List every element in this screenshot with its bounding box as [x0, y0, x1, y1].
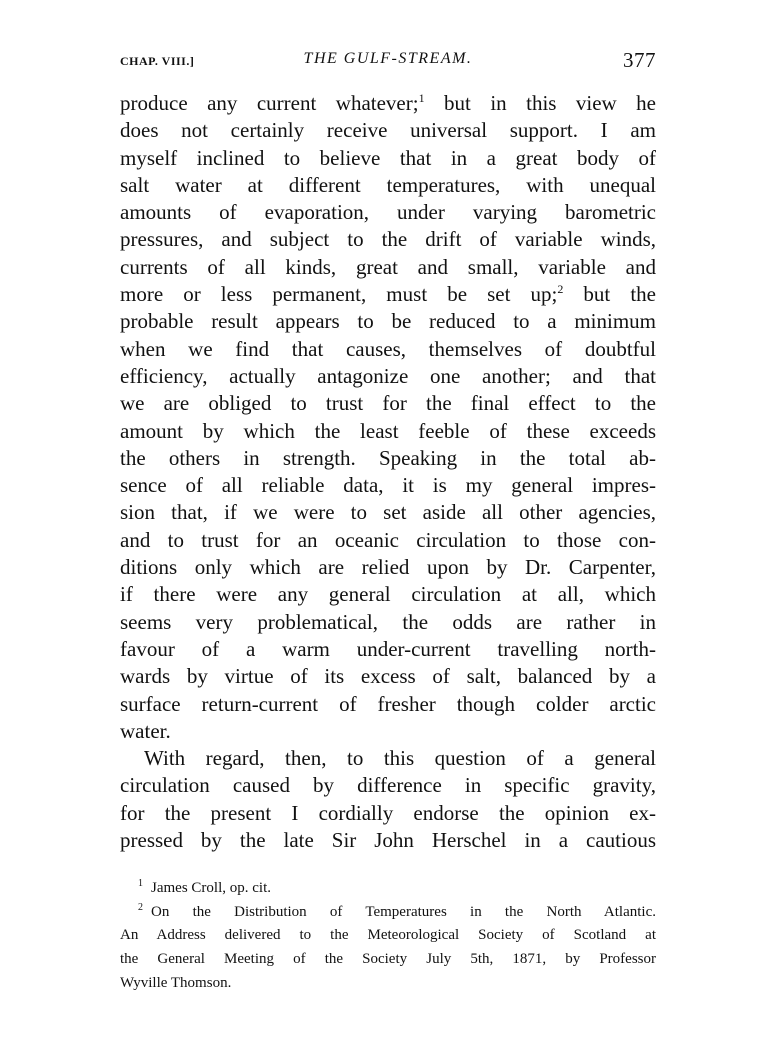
- text-line: sence of all reliable data, it is my general impres-: [120, 473, 656, 498]
- text-line: water.: [120, 718, 171, 743]
- text-line: surface return-current of fresher though colder arctic: [120, 691, 656, 716]
- footnote-ref-2: 2: [557, 282, 564, 297]
- footnote-line: An Address delivered to the Meteorological Society of Scotland at: [120, 927, 656, 944]
- footnote-line: the General Meeting of the Society July 5th, 1871, by Professor: [120, 951, 656, 968]
- text-line: seems very problematical, the odds are rather in: [120, 609, 656, 634]
- text-line: salt water at different temperatures, with unequal: [120, 172, 656, 197]
- text-line: when we find that causes, themselves of doubtful: [120, 336, 656, 361]
- footnote-ref-1: 1: [418, 91, 425, 105]
- text-line: pressures, and subject to the drift of variable winds,: [120, 227, 656, 252]
- text-line: myself inclined to believe that in a great body of: [120, 145, 656, 170]
- text-line: produce any current whatever;$^1$ but in this view he: [120, 91, 656, 115]
- body-text: [120, 90, 656, 854]
- footnote-mark: 1: [138, 878, 143, 889]
- text-line: With regard, then, to this question of a general: [144, 746, 656, 771]
- running-header: [120, 50, 656, 76]
- text-line: does not certainly receive universal support. I am: [120, 118, 656, 143]
- text-line: if there were any general circulation at all, which: [120, 582, 656, 607]
- text-line: probable result appears to be reduced to a minimum: [120, 309, 656, 334]
- text-line: ditions only which are relied upon by Dr. Carpenter,: [120, 555, 656, 580]
- text-line: sion that, if we were to set aside all other agencies,: [120, 500, 656, 525]
- text-line: wards by virtue of its excess of salt, balanced by a: [120, 664, 656, 689]
- text-line: amount by which the least feeble of these exceeds: [120, 418, 656, 443]
- text-line: and to trust for an oceanic circulation to those con-: [120, 527, 656, 552]
- footnote-1: $^1$ James Croll, op. cit.: [138, 878, 271, 896]
- text-line: currents of all kinds, great and small, variable and: [120, 254, 656, 279]
- footnote-2: $^2$ On the Distribution of Temperatures in the North Atlantic.: [138, 901, 656, 920]
- footnotes: [120, 877, 656, 995]
- text-line: efficiency, actually antagonize one another; and that: [120, 363, 656, 388]
- footnote-line: Wyville Thomson.: [120, 974, 232, 991]
- text-line: the others in strength. Speaking in the total ab-: [120, 445, 656, 470]
- text-line: for the present I cordially endorse the opinion ex-: [120, 800, 656, 825]
- text-line: more or less permanent, must be set up;$^2$ but the: [120, 282, 656, 307]
- text-line: circulation caused by difference in specific gravity,: [120, 773, 656, 798]
- text-line: we are obliged to trust for the final effect to the: [120, 391, 656, 416]
- text-line: favour of a warm under-current travelling north-: [120, 636, 656, 661]
- running-title: THE GULF-STREAM.: [303, 50, 473, 67]
- text-line: pressed by the late Sir John Herschel in a cautious: [120, 828, 656, 853]
- chapter-label: CHAP. VIII.]: [120, 54, 195, 68]
- text-line: amounts of evaporation, under varying barometric: [120, 200, 656, 225]
- footnote-mark: 2: [138, 901, 143, 913]
- page-number: 377: [623, 48, 656, 72]
